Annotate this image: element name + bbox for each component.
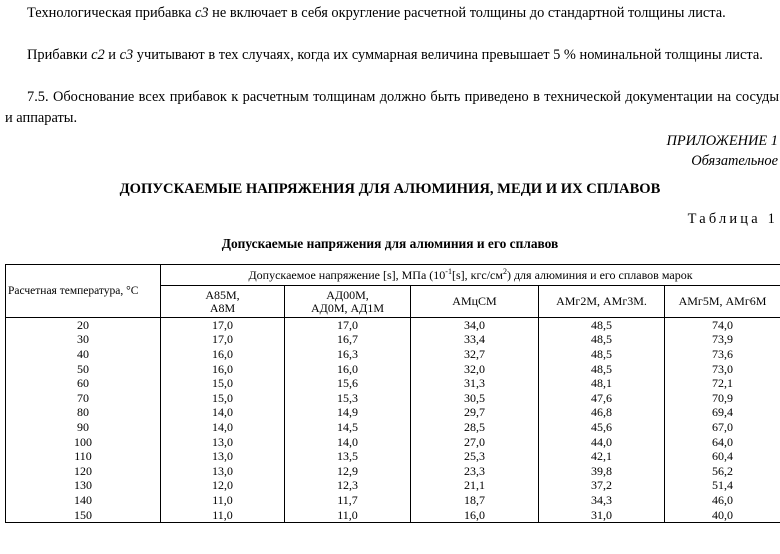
header-grade-ad00m: АД00М, АД0М, АД1М [285, 286, 411, 318]
stress-cell: 11,0 [161, 508, 285, 523]
temperature-cell: 150 [6, 508, 161, 523]
stress-cell: 17,0 [161, 318, 285, 333]
temperature-cell: 40 [6, 347, 161, 362]
stress-cell: 33,4 [411, 333, 539, 348]
stress-cell: 12,9 [285, 464, 411, 479]
stress-cell: 48,5 [539, 362, 665, 377]
stress-cell: 16,0 [161, 347, 285, 362]
temperature-cell: 100 [6, 435, 161, 450]
variable-c2: c2 [91, 47, 105, 63]
header-allowable-stress: Допускаемое напряжение [s], МПа ($10^{-1}[s]$, кгс/$см^2$) для алюминия и его сплавов марок [161, 265, 780, 286]
stress-cell: 46,0 [665, 493, 780, 508]
temperature-cell: 30 [6, 333, 161, 348]
stress-cell: 73,6 [665, 347, 780, 362]
temperature-cell: 140 [6, 493, 161, 508]
stress-cell: 31,3 [411, 376, 539, 391]
stress-cell: 11,0 [161, 493, 285, 508]
stress-cell: 21,1 [411, 479, 539, 494]
temperature-cell: 80 [6, 406, 161, 421]
stress-table [5, 264, 780, 523]
stress-cell: 48,5 [539, 318, 665, 333]
stress-cell: 67,0 [665, 420, 780, 435]
stress-cell: 64,0 [665, 435, 780, 450]
stress-cell: 12,0 [161, 479, 285, 494]
stress-cell: 15,0 [161, 376, 285, 391]
stress-cell: 47,6 [539, 391, 665, 406]
paragraph-7-5: 7.5. Обоснование всех прибавок к расчетным толщинам должно быть приведено в технической документации на сосуды и аппараты. [5, 89, 779, 126]
stress-cell: 14,0 [161, 420, 285, 435]
stress-cell: 45,6 [539, 420, 665, 435]
table-row [6, 347, 780, 362]
table-row [6, 435, 780, 450]
stress-cell: 13,0 [161, 464, 285, 479]
table-row [6, 493, 780, 508]
stress-cell: 17,0 [161, 333, 285, 348]
stress-cell: 48,5 [539, 333, 665, 348]
stress-cell: 69,4 [665, 406, 780, 421]
table-row [6, 464, 780, 479]
stress-cell: 16,7 [285, 333, 411, 348]
temperature-cell: 70 [6, 391, 161, 406]
table-row [6, 376, 780, 391]
stress-cell: 28,5 [411, 420, 539, 435]
stress-cell: 37,2 [539, 479, 665, 494]
temperature-cell: 50 [6, 362, 161, 377]
stress-cell: 11,0 [285, 508, 411, 523]
stress-cell: 34,0 [411, 318, 539, 333]
table-row [6, 406, 780, 421]
stress-cell: 34,3 [539, 493, 665, 508]
variable-c3: c3 [119, 47, 134, 63]
stress-cell: 14,9 [285, 406, 411, 421]
stress-cell: 51,4 [665, 479, 780, 494]
stress-cell: 14,0 [161, 406, 285, 421]
stress-cell: 11,7 [285, 493, 411, 508]
stress-cell: 15,3 [285, 391, 411, 406]
stress-cell: 12,3 [285, 479, 411, 494]
stress-cell: 18,7 [411, 493, 539, 508]
stress-cell: 23,3 [411, 464, 539, 479]
table-row [6, 420, 780, 435]
stress-cell: 46,8 [539, 406, 665, 421]
table-row [6, 391, 780, 406]
temperature-cell: 60 [6, 376, 161, 391]
stress-cell: 13,5 [285, 449, 411, 464]
table-label: Таблица 1 [687, 211, 778, 227]
stress-cell: 73,0 [665, 362, 780, 377]
stress-cell: 44,0 [539, 435, 665, 450]
table-row [6, 318, 780, 333]
stress-cell: 16,0 [161, 362, 285, 377]
stress-cell: 48,1 [539, 376, 665, 391]
temperature-cell: 20 [6, 318, 161, 333]
table-title: Допускаемые напряжения для алюминия и его сплавов [221, 236, 559, 251]
stress-cell: 13,0 [161, 435, 285, 450]
stress-cell: 17,0 [285, 318, 411, 333]
stress-cell: 15,0 [161, 391, 285, 406]
table-row [6, 479, 780, 494]
temperature-cell: 90 [6, 420, 161, 435]
table-row [6, 362, 780, 377]
stress-cell: 73,9 [665, 333, 780, 348]
stress-cell: 25,3 [411, 449, 539, 464]
stress-cell: 39,8 [539, 464, 665, 479]
header-grade-amg2m: АМг2М, АМг3М. [539, 286, 665, 318]
stress-cell: 14,0 [285, 435, 411, 450]
temperature-cell: 110 [6, 449, 161, 464]
stress-cell: 56,2 [665, 464, 780, 479]
stress-cell: 30,5 [411, 391, 539, 406]
stress-cell: 40,0 [665, 508, 780, 523]
stress-cell: 27,0 [411, 435, 539, 450]
header-grade-a85m: А85М, А8М [161, 286, 285, 318]
stress-cell: 15,6 [285, 376, 411, 391]
stress-cell: 16,0 [285, 362, 411, 377]
appendix-title: ПРИЛОЖЕНИЕ 1 [666, 133, 778, 149]
stress-cell: 13,0 [161, 449, 285, 464]
stress-cell: 70,9 [665, 391, 780, 406]
stress-cell: 14,5 [285, 420, 411, 435]
stress-cell: 16,0 [411, 508, 539, 523]
stress-cell: 32,0 [411, 362, 539, 377]
appendix-subtitle: Обязательное [691, 153, 778, 169]
main-heading: ДОПУСКАЕМЫЕ НАПРЯЖЕНИЯ ДЛЯ АЛЮМИНИЯ, МЕДИ И ИХ СПЛАВОВ [119, 181, 661, 197]
stress-cell: 31,0 [539, 508, 665, 523]
header-temperature: Расчетная температура, °C [6, 265, 161, 318]
stress-cell: 74,0 [665, 318, 780, 333]
temperature-cell: 120 [6, 464, 161, 479]
stress-cell: 16,3 [285, 347, 411, 362]
header-grade-amg5m: АМг5М, АМг6М [665, 286, 780, 318]
stress-cell: 72,1 [665, 376, 780, 391]
table-row [6, 449, 780, 464]
variable-c3: c3 [194, 5, 209, 21]
header-grade-amtssm: АМцСМ [411, 286, 539, 318]
stress-cell: 48,5 [539, 347, 665, 362]
paragraph-allowances: Прибавки c2 и c3 учитывают в тех случаях, когда их суммарная величина превышает 5 % номинальной толщины листа. [27, 47, 763, 63]
temperature-cell: 130 [6, 479, 161, 494]
stress-cell: 29,7 [411, 406, 539, 421]
stress-cell: 32,7 [411, 347, 539, 362]
table-row [6, 508, 780, 523]
stress-cell: 60,4 [665, 449, 780, 464]
table-row [6, 333, 780, 348]
stress-cell: 42,1 [539, 449, 665, 464]
paragraph-technological-allowance: Технологическая прибавка c3 не включает в себя округление расчетной толщины до стандартной толщины листа. [27, 5, 726, 21]
